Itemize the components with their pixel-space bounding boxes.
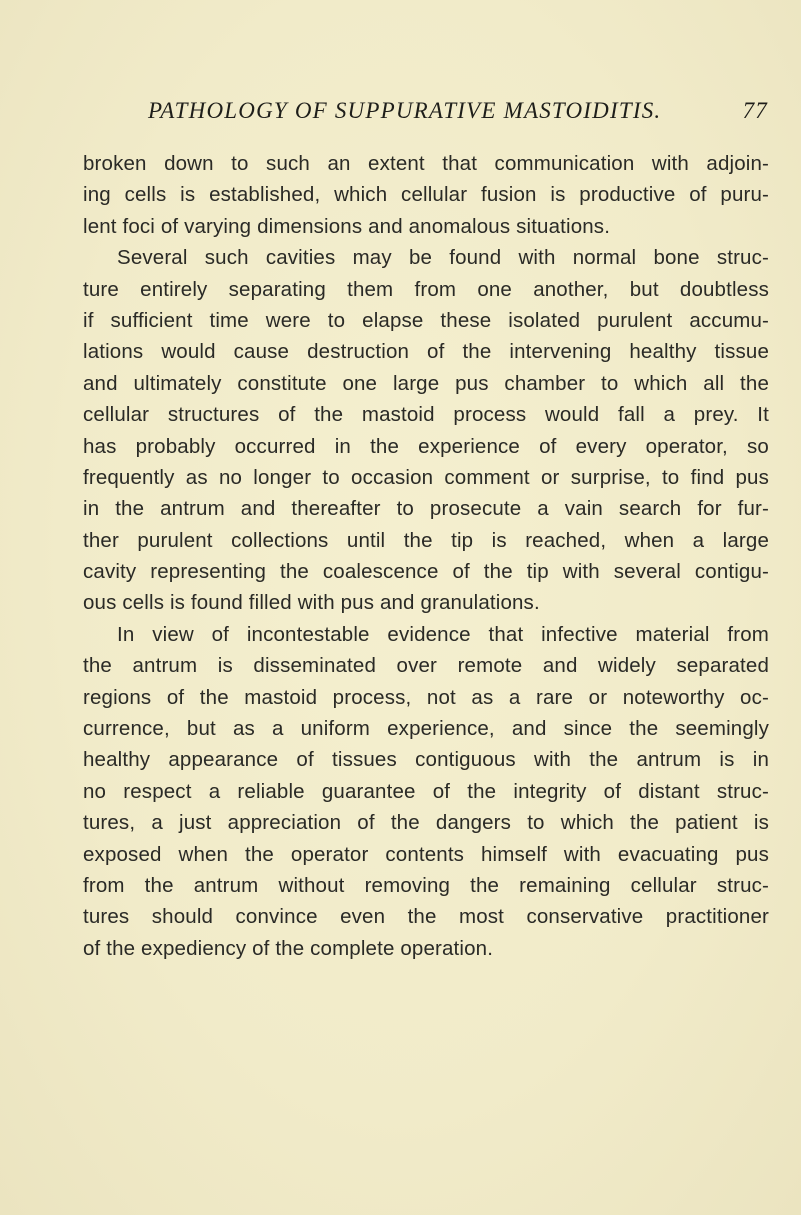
text-line: if sufficient time were to elapse these isolated purulent accumu- [83,308,769,332]
text-line: cellular structures of the mastoid process would fall a prey. It [83,403,769,427]
text-line: exposed when the operator contents himself with evacuating pus [83,842,769,866]
text-line: currence, but as a uniform experience, and since the seemingly [83,717,769,741]
text-line: the antrum is disseminated over remote and widely separated [83,654,769,678]
text-line: of the expediency of the complete operation. [83,936,494,960]
text-line: has probably occurred in the experience of every operator, so [83,434,769,458]
running-title: PATHOLOGY OF SUPPURATIVE MASTOIDITIS. [148,98,662,123]
text-line: ther purulent collections until the tip is reached, when a large [83,528,769,552]
text-line: from the antrum without removing the remaining cellular struc- [83,873,769,897]
text-line: frequently as no longer to occasion comment or surprise, to find pus [83,465,769,489]
text-line: no respect a reliable guarantee of the integrity of distant struc- [83,779,769,803]
paragraph [83,242,769,619]
text-line: lent foci of varying dimensions and anomalous situations. [83,214,611,238]
text-line: ous cells is found filled with pus and granulations. [83,591,540,615]
text-line: ing cells is established, which cellular fusion is productive of puru- [83,183,769,207]
text-line: Several such cavities may be found with normal bone struc- [117,246,769,270]
text-line: broken down to such an extent that communication with adjoin- [83,152,769,175]
page-header [148,98,768,134]
page-number: 77 [742,98,768,123]
text-line: tures, a just appreciation of the dangers to which the patient is [83,811,769,835]
text-line: and ultimately constitute one large pus chamber to which all the [83,371,769,395]
text-line: in the antrum and thereafter to prosecute a vain search for fur- [83,497,769,521]
text-line: In view of incontestable evidence that infective material from [117,622,769,646]
text-line: lations would cause destruction of the intervening healthy tissue [83,340,769,364]
body-text [83,148,769,964]
text-line: healthy appearance of tissues contiguous with the antrum is in [83,748,769,772]
text-line: regions of the mastoid process, not as a rare or noteworthy oc- [83,685,769,709]
paragraph [83,619,769,964]
text-line: ture entirely separating them from one another, but doubtless [83,277,769,301]
paragraph [83,148,769,242]
text-line: tures should convince even the most conservative practitioner [83,905,769,929]
text-line: cavity representing the coalescence of the tip with several contigu- [83,560,769,584]
